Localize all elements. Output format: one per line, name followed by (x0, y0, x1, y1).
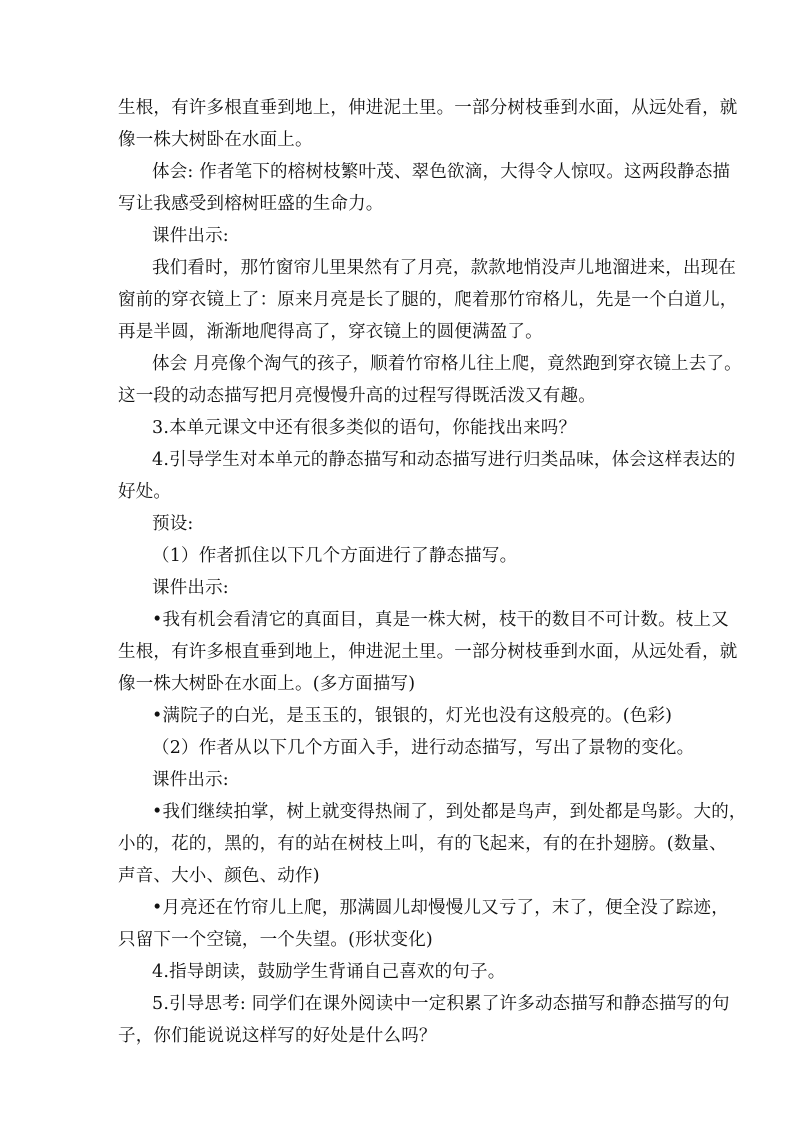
text-line: 只留下一个空镜，一个失望。(形状变化) (118, 930, 433, 950)
text-line: 课件出示: (152, 578, 229, 598)
text-line: 课件出示: (152, 770, 229, 790)
text-line: （1）作者抓住以下几个方面进行了静态描写。 (152, 546, 518, 566)
text-line: 窗前的穿衣镜上了：原来月亮是长了腿的，爬着那竹帘格儿，先是一个白道儿， (118, 290, 738, 310)
text-line: 写让我感受到榕树旺盛的生命力。 (118, 194, 384, 214)
text-line: 预设: (152, 514, 194, 534)
text-line: 子，你们能说说这样写的好处是什么吗？ (118, 1026, 437, 1046)
text-line: （2）作者从以下几个方面入手，进行动态描写，写出了景物的变化。 (152, 738, 695, 758)
text-line: 这一段的动态描写把月亮慢慢升高的过程写得既活泼又有趣。 (118, 386, 596, 406)
document-body (118, 92, 747, 1052)
text-line: 3.本单元课文中还有很多类似的语句，你能找出来吗？ (152, 418, 577, 438)
text-line: •我们继续拍掌，树上就变得热闹了，到处都是鸟声，到处都是鸟影。大的， (152, 802, 747, 822)
text-line: 好处。 (118, 482, 172, 502)
text-line: 再是半圆，渐渐地爬得高了，穿衣镜上的圆便满盈了。 (118, 322, 543, 342)
text-line: 课件出示: (152, 226, 229, 246)
text-line: 生根，有许多根直垂到地上，伸进泥土里。一部分树枝垂到水面，从远处看，就 (118, 98, 738, 118)
text-line: 像一株大树卧在水面上。 (118, 130, 313, 150)
text-line: 5.引导思考: 同学们在课外阅读中一定积累了许多动态描写和静态描写的句 (152, 994, 730, 1014)
text-line: 体会 月亮像个淘气的孩子，顺着竹帘格儿往上爬，竟然跑到穿衣镜上去了。 (152, 354, 742, 374)
text-line: •我有机会看清它的真面目，真是一株大树，枝干的数目不可计数。枝上又 (152, 610, 729, 630)
text-line: 体会: 作者笔下的榕树枝繁叶茂、翠色欲滴，大得令人惊叹。这两段静态描 (152, 162, 731, 182)
text-line: •月亮还在竹帘儿上爬，那满圆儿却慢慢儿又亏了，末了，便全没了踪迹， (152, 898, 729, 918)
text-line: 4.引导学生对本单元的静态描写和动态描写进行归类品味，体会这样表达的 (152, 450, 736, 470)
text-line: 生根，有许多根直垂到地上，伸进泥土里。一部分树枝垂到水面，从远处看，就 (118, 642, 738, 662)
text-line: 4.指导朗读，鼓励学生背诵自己喜欢的句子。 (152, 962, 506, 982)
text-line: 声音、大小、颜色、动作) (118, 866, 320, 886)
text-line: 我们看时，那竹窗帘儿里果然有了月亮，款款地悄没声儿地溜进来，出现在 (152, 258, 737, 278)
text-line: 像一株大树卧在水面上。(多方面描写) (118, 674, 416, 694)
text-line: 小的，花的，黑的，有的站在树枝上叫，有的飞起来，有的在扑翅膀。(数量、 (118, 834, 727, 854)
text-line: •满院子的白光，是玉玉的，银银的，灯光也没有这般亮的。(色彩) (152, 706, 673, 726)
